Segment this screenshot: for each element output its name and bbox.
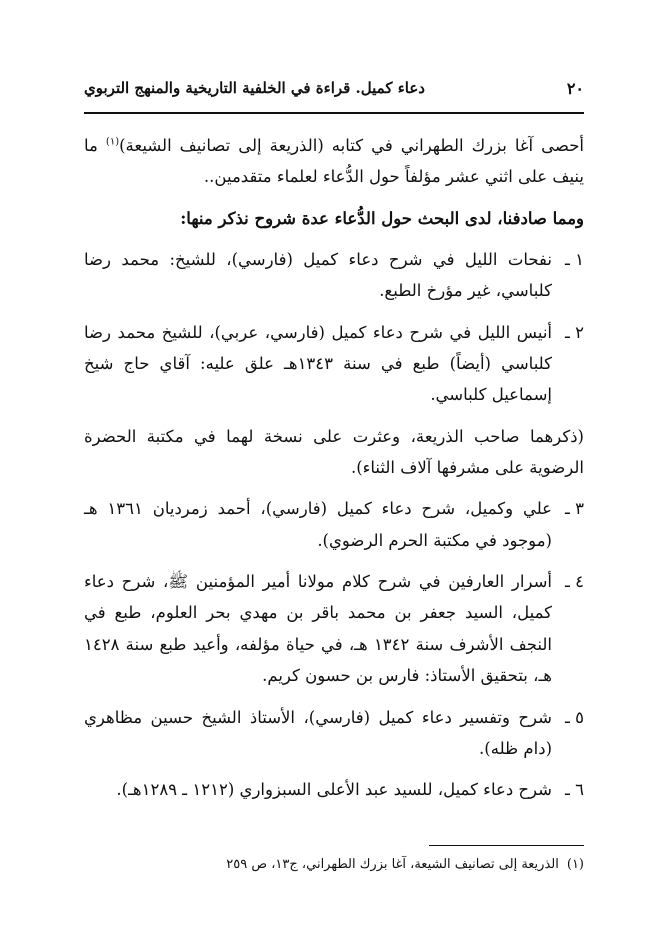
item-number: ١ ـ: [565, 250, 584, 270]
item-text: شرح دعاء كميل، للسيد عبد الأعلى السبزواري (١٢١٢ ـ ١٢٨٩هـ).: [116, 780, 552, 800]
item-text: علي وكميل، شرح دعاء كميل (فارسي)، أحمد زمرديان ١٣٦١ هـ (موجود في مكتبة الحرم الرضوي).: [84, 499, 553, 550]
page-number: ٢٠: [566, 78, 584, 98]
item-text: أسرار العارفين في شرح كلام مولانا أمير المؤمنين ﷺ، شرح دعاء كميل، السيد جعفر بن محمد باقر بن مهدي بحر العلوم، طبع في النجف الأشرف سنة ١٣٤٢ هـ، في حياة مؤلفه، وأعيد طبع سنة ١٤٢٨ هـ، بتحقيق الأستاذ: فارس بن حسون كريم.: [84, 572, 553, 686]
list-item: [84, 702, 584, 765]
list-item: [84, 244, 584, 307]
list-item: [84, 566, 584, 691]
item-number: ٦ ـ: [565, 780, 584, 800]
item-text: أنيس الليل في شرح دعاء كميل (فارسي، عربي)، للشيخ محمد رضا كلباسي (أيضاً) طبع في سنة ١٣٤٣هـ علق عليه: آقاي حاج شيخ إسماعيل كلباسي.: [84, 322, 552, 405]
item-number: ٥ ـ: [565, 707, 584, 727]
footnote-text: الذريعة إلى تصانيف الشيعة، آغا بزرك الطهراني، ج١٣، ص ٢٥٩: [226, 857, 559, 872]
intro-text-after: ما ينيف على اثني عشر مؤلفاً حول الدُّعاء لعلماء متقدمين..: [84, 136, 584, 187]
item-text: نفحات الليل في شرح دعاء كميل (فارسي)، للشيخ: محمد رضا كلباسي، غير مؤرخ الطبع.: [84, 250, 552, 301]
list-item: [84, 317, 584, 411]
running-title: دعاء كميل. قراءة في الخلفية التاريخية والمنهج التربوي: [84, 79, 425, 97]
item-text: شرح وتفسير دعاء كميل (فارسي)، الأستاذ الشيخ حسين مظاهري (دام ظله).: [84, 707, 552, 758]
list-item: [84, 774, 584, 805]
lead-paragraph: ومما صادفنا، لدى البحث حول الدُّعاء عدة شروح نذكر منها:: [180, 208, 584, 228]
footnote-rule: [429, 845, 584, 846]
footnote-ref: (١): [105, 136, 120, 148]
list-item: [84, 493, 584, 556]
header-rule: [84, 112, 584, 114]
note-paragraph: (ذكرهما صاحب الذريعة، وعثرت على نسخة لهما في مكتبة الحضرة الرضوية على مشرفها آلاف الثناء).: [84, 426, 584, 478]
item-number: ٢ ـ: [565, 322, 584, 342]
footnote: [84, 857, 584, 872]
item-number: ٤ ـ: [565, 572, 584, 592]
item-number: ٣ ـ: [565, 499, 584, 519]
running-header: [84, 73, 584, 103]
page-body: [84, 130, 584, 816]
intro-paragraph: [84, 130, 584, 193]
footnote-number: (١): [566, 857, 584, 872]
intro-text: أحصى آغا بزرك الطهراني في كتابه (الذريعة إلى تصانيف الشيعة): [119, 136, 584, 155]
